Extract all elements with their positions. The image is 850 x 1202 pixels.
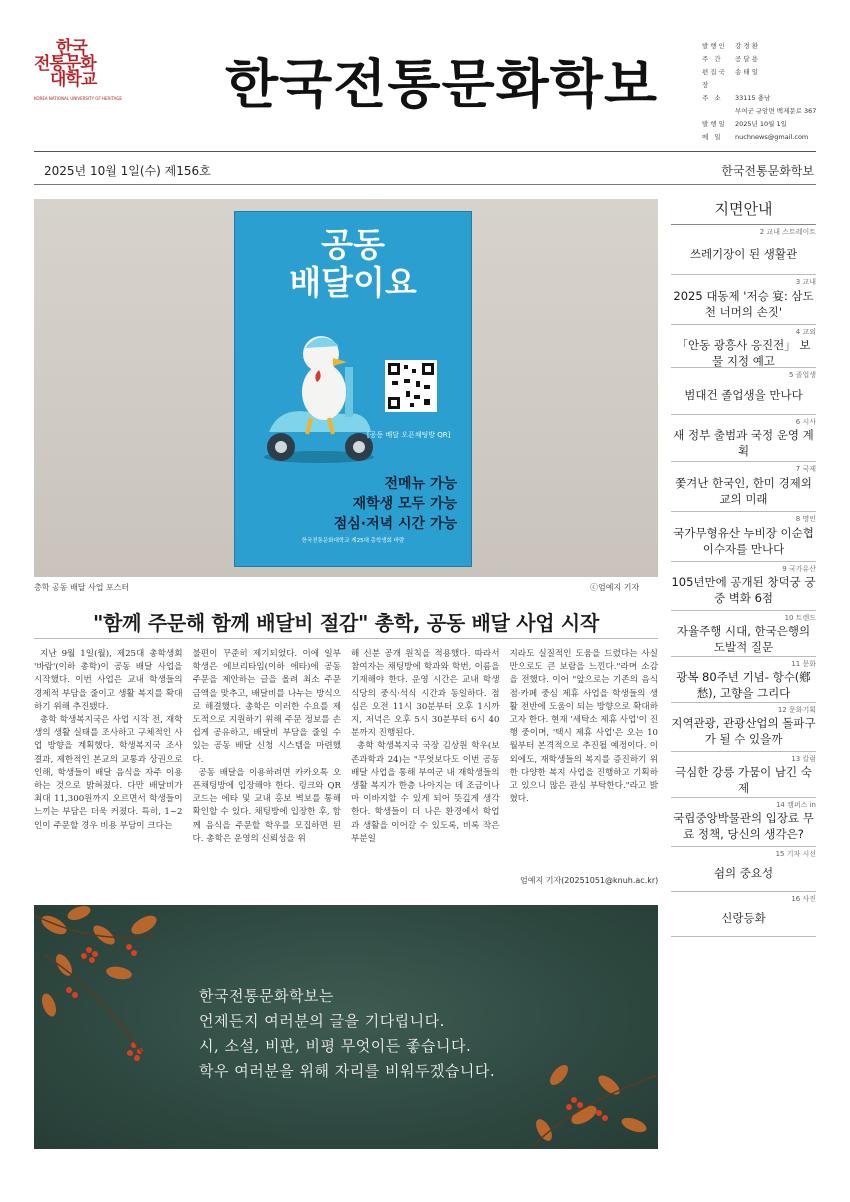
article-headline: "함께 주문해 함께 배달비 절감" 총학, 공동 배달 사업 시작 [93,611,599,635]
contents-item[interactable] [671,368,816,415]
article-column [351,648,500,882]
colophon-row [702,66,816,92]
contents-item[interactable] [671,275,816,325]
colophon-value: 부여군 규암면 백제문로 367 [735,107,817,115]
contents-item[interactable] [671,512,816,562]
contents-page-section: 13 칼럼 [791,755,816,763]
paragraph: 불편이 꾸준히 제기되었다. 이에 일부 학생은 에브리타임(이하 에타)에 공동 주문을 제안하는 글을 올려 최소 주문 금액을 맞추고, 배달비를 나누는 방식으로 해결했다. 총학은 이러한 수요를 제도적으로 지원하기 위해 주문 정보를 손쉽게 공유하고, 배달비 부담을 줄일 수 있는 공동 배달 신청 시스템을 마련했다. [192,649,341,765]
contents-page-section: 8 명인 [795,515,816,523]
contents-item-title: 쓰레기장이 된 생활관 [689,246,798,261]
colophon-key [702,105,735,118]
issue-date: 2025년 10월 1일(수) 제156호 [44,164,211,178]
contents-item-title: 쉼의 중요성 [713,866,774,880]
colophon-key: 메 일 [702,133,723,141]
article-column [193,648,342,882]
colophon-value: 송 태 일 [735,68,758,76]
colophon-row [702,118,816,131]
banner-line: 학우 여러분을 위해 자리를 비워두겠습니다. [199,1062,496,1080]
delivery-poster [234,211,472,567]
contents-item-title: 지역관광, 관광산업의 돌파구가 될 수 있을까 [671,716,816,746]
contents-page-section: 15 기자 시선 [775,850,816,858]
divider [34,638,658,639]
colophon-key: 편집국장 [702,68,727,89]
contents-item[interactable] [671,752,816,798]
paper-name: 한국전통문화학보 [721,164,814,178]
contents-page-section: 12 문화기획 [777,706,816,714]
contents-item[interactable] [671,703,816,752]
submission-banner [34,905,658,1149]
logo-subtitle: KOREA NATIONAL UNIVERSITY OF HERITAGE [34,96,122,101]
poster-line-1: 전메뉴 가능 [384,476,457,492]
colophon-row [702,53,816,66]
paragraph: 공동 배달을 이용하려면 카카오톡 오픈채팅방에 입장해야 한다. 링크와 QR코드는 에타 및 교내 홍보 벽보를 통해 확인할 수 있다. 채팅방에 입장한 후, 함께 음식을 주문할 학우를 모집하면 된다. 총학은 운영의 신뢰성을 위 [192,767,341,844]
paragraph: 총학 학생복지국은 사업 시작 전, 재학생의 생활 실태를 조사하고 구체적인 사업 방향을 계획했다. 학생복지국 조사 결과, 제한적인 본교의 교통과 상권으로 인해, 학생들이 배달 음식을 자주 이용하는 것으로 밝혀졌다. 다만 배달비가 최대 11,300원까지 오르면서 학생들이 느끼는 부담은 더욱 커졌다. 특히, 1~2인이 주문할 경우 비용 부담이 크다는 [34,715,183,831]
paragraph: 지라도 실질적인 도움을 드렸다는 사실만으로도 큰 보람을 느낀다."라며 소감을 전했다. 이어 "앞으로는 기존의 음식점·카페 중심 제휴 사업을 학생들의 생활 전반에 도움이 되는 방향으로 확대하고자 한다. 현재 '세탁소 제휴 사업'이 진행 중이며, '택시 제휴 사업'은 오는 10월부터 본격적으로 추진될 예정이다. 이 외에도, 재학생들의 복지를 증진하기 위한 다양한 복지 사업을 진행하고 기획하고 있으니 많은 관심 부탁한다."라고 밝혔다. [509,649,658,805]
contents-page-section: 7 국제 [795,465,816,473]
poster-title-2: 배달이요 [289,263,417,302]
colophon-key: 주 간 [702,55,723,63]
contents-item[interactable] [671,847,816,892]
contents-page-section: 6 시사 [795,418,816,426]
contents-page-section: 16 사진 [791,895,816,903]
masthead-title: 한국전통문화학보 [225,52,659,115]
poster-footer: 한국전통문화대학교 제25대 총학생회 바람 [301,538,405,544]
contents-item[interactable] [671,611,816,657]
colophon-value: 2025년 10월 1일 [735,120,787,128]
contents-page-section: 2 교내 스트레이트 [759,228,816,236]
contents-item[interactable] [671,657,816,703]
contents-page-section: 5 졸업생 [789,371,816,379]
contents-page-section: 3 교내 [795,278,816,286]
contents-item-title: 새 정부 출범과 국정 운영 계획 [673,428,814,458]
contents-page-section: 4 교외 [795,328,816,336]
divider [34,184,816,185]
photo-caption: 총학 공동 배달 사업 포스터 [34,583,130,592]
article-body [34,648,658,882]
colophon-row [702,92,816,105]
photo-credit: ⓒ엄예지 기자 [590,583,640,592]
article-byline: 엄예지 기자(20251051@knuh.ac.kr) [520,876,659,885]
logo-line1: 한국 [56,38,87,58]
contents-page-section: 14 캠퍼스 in [775,801,816,809]
contents-item[interactable] [671,798,816,847]
poster-line-2: 재학생 모두 가능 [352,496,457,512]
contents-item-title: 105년만에 공개된 창덕궁 궁중 벽화 6점 [671,575,816,605]
logo-line3: 대학교 [50,70,97,90]
colophon-row [702,40,816,53]
colophon-row [702,105,816,118]
contents-item-title: 광복 80주년 기념- 항수(鄕愁), 고향을 그리다 [676,670,811,700]
sidebar-title: 지면안내 [671,199,816,225]
colophon [702,40,816,144]
university-logo [34,40,124,110]
paragraph: 지난 9월 1일(월), 제25대 총학생회 '바람'(이하 총학)이 공동 배달 사업을 시작했다. 이번 사업은 교내 학생들의 경제적 부담을 줄이고 생활 복지를 확대하기 위해 추진됐다. [34,649,183,712]
colophon-row [702,131,816,144]
contents-item[interactable] [671,225,816,275]
colophon-key: 발행인 [702,42,727,50]
contents-item-title: 극심한 강릉 가뭄이 남긴 숙제 [675,765,812,795]
colophon-key: 주 소 [702,94,723,102]
colophon-value: 33115 충남 [735,94,771,102]
contents-item-title: 국가무형유산 누비장 이순협 이수자를 만나다 [673,525,814,556]
colophon-value: 강 경 환 [735,42,758,50]
contents-page-section: 11 문화 [791,660,816,668]
qr-code [385,360,437,412]
poster-title-1: 공동 [321,225,385,264]
contents-item-title: 범대건 졸업생을 만나다 [684,388,803,402]
paragraph: 총학 학생복지국 국장 김상원 학우(보존과학과 24)는 "무엇보다도 이번 공동 배달 사업을 통해 부여군 내 재학생들의 생활 복지가 한층 나아지는 데 조금이나마 이바지할 수 있게 되어 뜻깊게 생각한다. 학생들이 더 나은 환경에서 학업과 생활을 이어갈 수 있도록, 비록 작은 부분일 [351,741,500,844]
paragraph: 해 신분 공개 원칙을 적용했다. 따라서 참여자는 채팅방에 학과와 학번, 이름을 기재해야 한다. 운영 시간은 교내 학생식당의 중식·석식 시간과 동일하다. 점심은 오전 11시 30분부터 오후 1시까지, 저녁은 오후 5시 30분부터 6시 40분까지 진행된다. [351,649,500,739]
article-column [34,648,183,882]
contents-item[interactable] [671,325,816,368]
divider [34,151,816,152]
contents-sidebar [671,199,816,937]
poster-line-3: 점심·저녁 시간 가능 [333,516,457,532]
colophon-key: 발행일 [702,120,727,128]
contents-item[interactable] [671,562,816,611]
contents-page-section: 10 트렌드 [784,614,816,622]
colophon-value: 공 달 용 [735,55,758,63]
contents-item-title: 쫓겨난 한국인, 한미 경제외교의 미래 [675,475,812,506]
banner-line: 시, 소설, 비판, 비평 무엇이든 좋습니다. [199,1037,472,1055]
contents-page-section: 9 국가유산 [782,565,816,573]
contents-item[interactable] [671,462,816,512]
contents-item[interactable] [671,892,816,937]
chicken-scooter-illustration [249,322,389,477]
colophon-value: nuchnews@gmail.com [735,133,809,141]
contents-item-title: 자율주행 시대, 한국은행의 도발적 질문 [676,624,811,654]
article-column [510,648,659,882]
article-photo [34,199,658,577]
contents-item-title: 신랑등화 [721,911,766,925]
banner-line: 언제든지 여러분의 글을 기다립니다. [199,1012,445,1030]
contents-item-title: 2025 대동제 '저승 宴: 삼도천 너머의 손짓' [673,288,814,319]
banner-line: 한국전통문화학보는 [199,987,334,1005]
contents-item[interactable] [671,415,816,462]
contents-item-title: 국립중앙박물관의 입장료 무료 정책, 당신의 생각은? [673,811,814,841]
qr-caption: [공동 배달 오픈채팅방 QR] [367,431,451,439]
contents-item-title: 「안동 광흥사 응진전」 보물 지정 예고 [676,338,811,368]
logo-line2: 전통문화 [34,54,96,74]
